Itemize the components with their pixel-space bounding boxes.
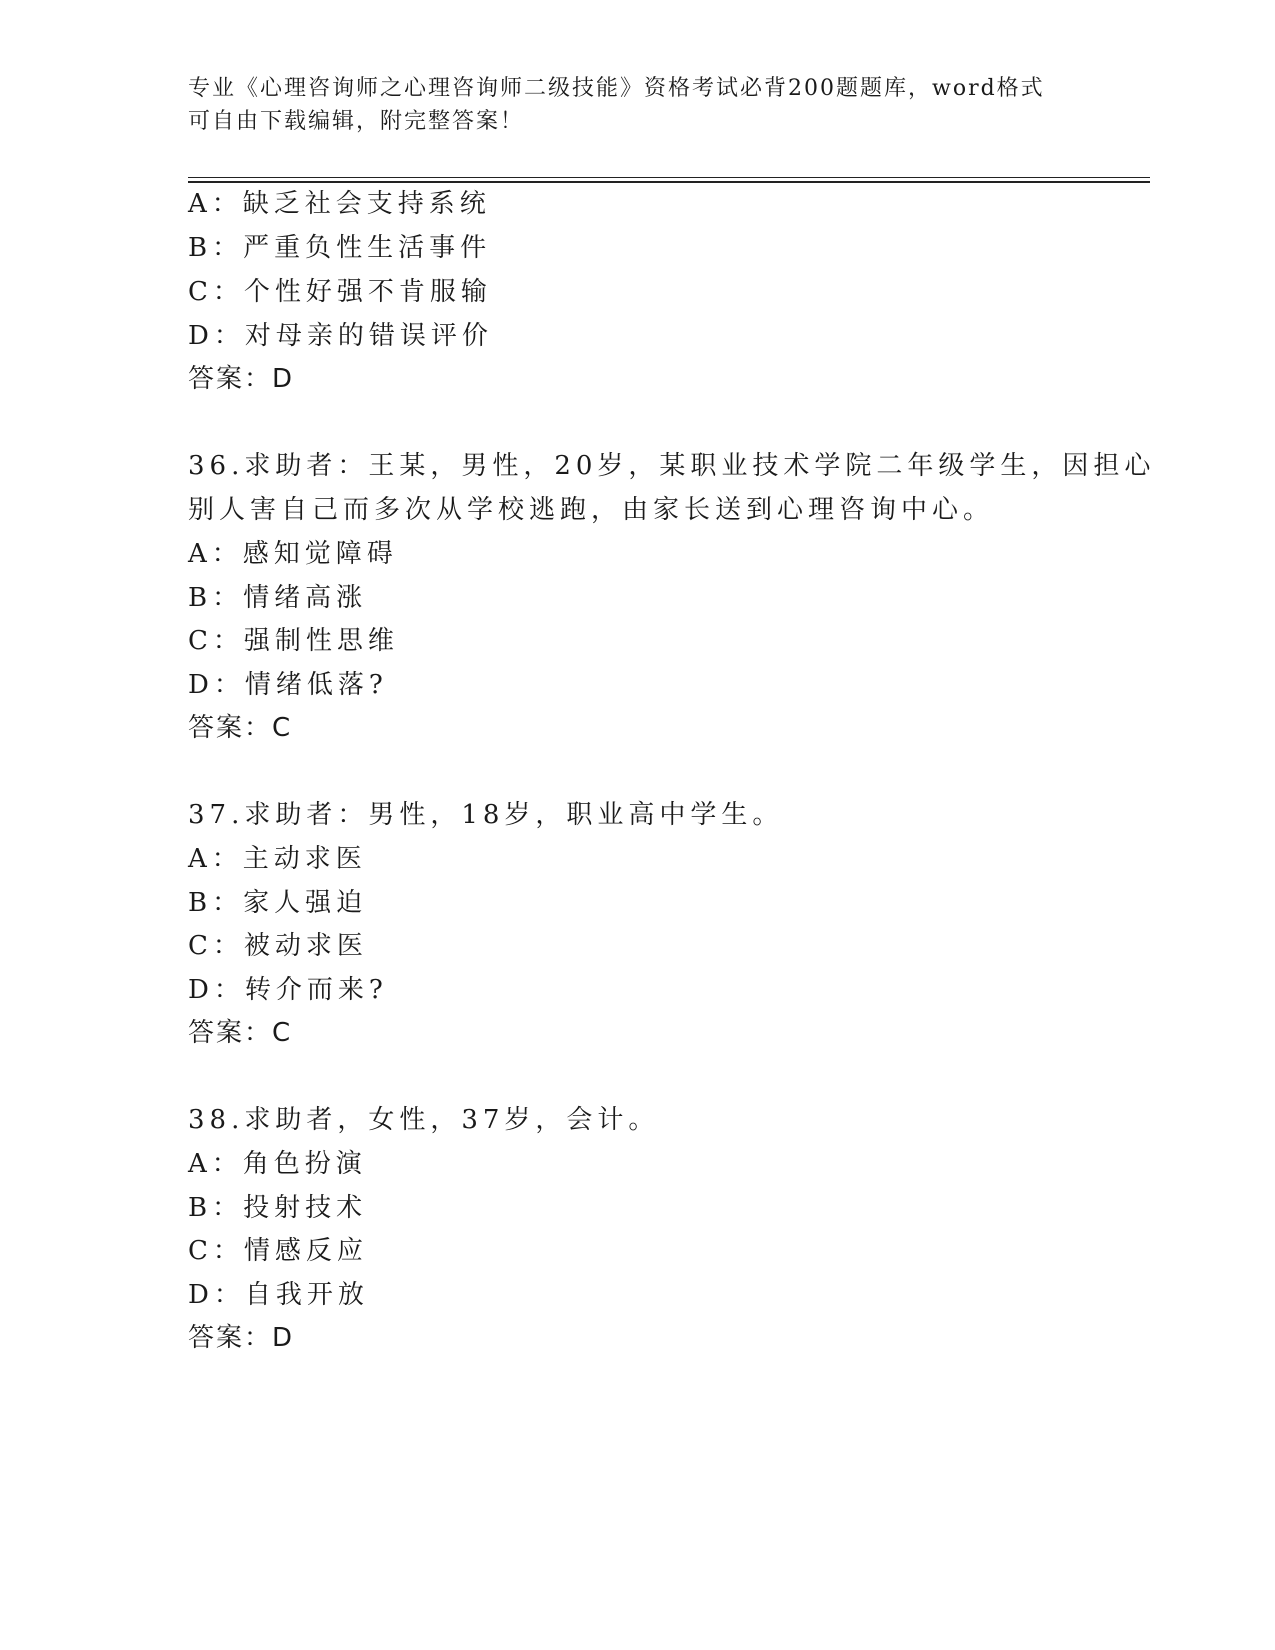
question-text: 38.求助者，女性，37岁，会计。 <box>188 1105 660 1135</box>
option-b: B：家人强迫 <box>188 888 368 918</box>
option-a: A：感知觉障碍 <box>188 539 398 569</box>
header-line-2: 可自由下载编辑，附完整答案！ <box>188 109 525 134</box>
option-a: A：主动求医 <box>188 844 367 874</box>
option-c: C：情感反应 <box>188 1236 368 1266</box>
header-divider-thick <box>188 181 1150 183</box>
question-text-continued: 别人害自己而多次从学校逃跑，由家长送到心理咨询中心。 <box>188 495 995 525</box>
answer: 答案：D <box>188 1323 295 1353</box>
option-a: A：角色扮演 <box>188 1149 367 1179</box>
question-text: 37.求助者：男性，18岁，职业高中学生。 <box>188 800 784 830</box>
option-c: C：强制性思维 <box>188 626 399 656</box>
header-divider-thin <box>188 177 1150 178</box>
option-b: B：严重负性生活事件 <box>188 233 492 263</box>
option-a: A：缺乏社会支持系统 <box>188 189 491 219</box>
option-d: D：情绪低落? <box>188 670 388 700</box>
question-text: 36.求助者：王某，男性，20岁，某职业技术学院二年级学生，因担心 <box>188 451 1156 481</box>
option-b: B：情绪高涨 <box>188 583 368 613</box>
option-c: C：个性好强不肯服输 <box>188 277 492 307</box>
header-line-1: 专业《心理咨询师之心理咨询师二级技能》资格考试必背200题题库，word格式 <box>188 76 1045 101</box>
answer: 答案：C <box>188 1018 293 1048</box>
option-d: D：转介而来? <box>188 975 388 1005</box>
option-c: C：被动求医 <box>188 931 368 961</box>
option-b: B：投射技术 <box>188 1193 368 1223</box>
option-d: D：对母亲的错误评价 <box>188 321 493 351</box>
answer: 答案：C <box>188 713 293 743</box>
document-header <box>188 72 1088 138</box>
answer: 答案：D <box>188 364 295 394</box>
option-d: D：自我开放 <box>188 1280 369 1310</box>
